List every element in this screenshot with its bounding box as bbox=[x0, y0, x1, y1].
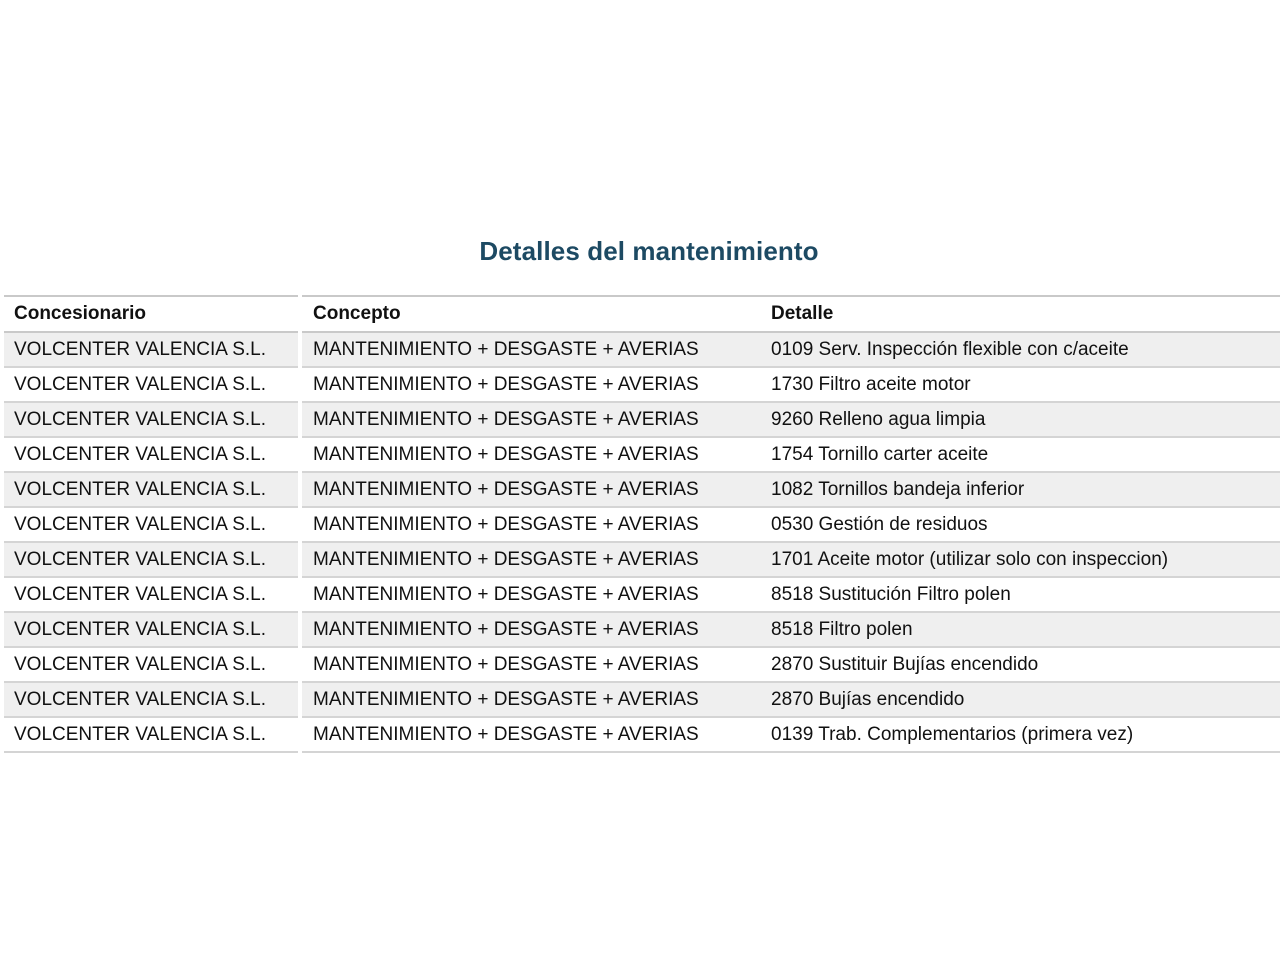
cell-concepto: MANTENIMIENTO + DESGASTE + AVERIAS bbox=[300, 577, 761, 612]
cell-detalle: 8518 Filtro polen bbox=[761, 612, 1280, 647]
cell-concepto: MANTENIMIENTO + DESGASTE + AVERIAS bbox=[300, 507, 761, 542]
table-row bbox=[4, 577, 1280, 612]
table-row bbox=[4, 332, 1280, 367]
cell-detalle: 2870 Bujías encendido bbox=[761, 682, 1280, 717]
cell-concepto: MANTENIMIENTO + DESGASTE + AVERIAS bbox=[300, 367, 761, 402]
cell-concesionario: VOLCENTER VALENCIA S.L. bbox=[4, 332, 300, 367]
table-row bbox=[4, 612, 1280, 647]
cell-concepto: MANTENIMIENTO + DESGASTE + AVERIAS bbox=[300, 647, 761, 682]
cell-concesionario: VOLCENTER VALENCIA S.L. bbox=[4, 717, 300, 752]
column-header-concepto: Concepto bbox=[313, 303, 401, 324]
cell-concesionario: VOLCENTER VALENCIA S.L. bbox=[4, 682, 300, 717]
page-title: Detalles del mantenimiento bbox=[479, 236, 819, 266]
cell-concepto: MANTENIMIENTO + DESGASTE + AVERIAS bbox=[300, 542, 761, 577]
table-row bbox=[4, 542, 1280, 577]
cell-concepto: MANTENIMIENTO + DESGASTE + AVERIAS bbox=[300, 717, 761, 752]
maintenance-table bbox=[4, 295, 1280, 753]
cell-detalle: 1754 Tornillo carter aceite bbox=[761, 437, 1280, 472]
cell-detalle: 0139 Trab. Complementarios (primera vez) bbox=[761, 717, 1280, 752]
table-row bbox=[4, 472, 1280, 507]
table-row bbox=[4, 437, 1280, 472]
table-row bbox=[4, 367, 1280, 402]
cell-detalle: 1730 Filtro aceite motor bbox=[761, 367, 1280, 402]
cell-concepto: MANTENIMIENTO + DESGASTE + AVERIAS bbox=[300, 402, 761, 437]
cell-concepto: MANTENIMIENTO + DESGASTE + AVERIAS bbox=[300, 682, 761, 717]
cell-concesionario: VOLCENTER VALENCIA S.L. bbox=[4, 647, 300, 682]
cell-detalle: 0530 Gestión de residuos bbox=[761, 507, 1280, 542]
table-row bbox=[4, 402, 1280, 437]
cell-concesionario: VOLCENTER VALENCIA S.L. bbox=[4, 542, 300, 577]
cell-concesionario: VOLCENTER VALENCIA S.L. bbox=[4, 612, 300, 647]
cell-detalle: 1082 Tornillos bandeja inferior bbox=[761, 472, 1280, 507]
cell-concepto: MANTENIMIENTO + DESGASTE + AVERIAS bbox=[300, 332, 761, 367]
table-row bbox=[4, 717, 1280, 752]
cell-detalle: 8518 Sustitución Filtro polen bbox=[761, 577, 1280, 612]
cell-concesionario: VOLCENTER VALENCIA S.L. bbox=[4, 367, 300, 402]
cell-concesionario: VOLCENTER VALENCIA S.L. bbox=[4, 472, 300, 507]
cell-concesionario: VOLCENTER VALENCIA S.L. bbox=[4, 507, 300, 542]
cell-detalle: 9260 Relleno agua limpia bbox=[761, 402, 1280, 437]
column-header-detalle: Detalle bbox=[771, 303, 834, 324]
cell-concesionario: VOLCENTER VALENCIA S.L. bbox=[4, 402, 300, 437]
table-row bbox=[4, 647, 1280, 682]
cell-concesionario: VOLCENTER VALENCIA S.L. bbox=[4, 577, 300, 612]
cell-detalle: 2870 Sustituir Bujías encendido bbox=[761, 647, 1280, 682]
column-header-concesionario: Concesionario bbox=[4, 296, 300, 332]
cell-concepto: MANTENIMIENTO + DESGASTE + AVERIAS bbox=[300, 437, 761, 472]
cell-concepto: MANTENIMIENTO + DESGASTE + AVERIAS bbox=[300, 472, 761, 507]
cell-detalle: 1701 Aceite motor (utilizar solo con inspeccion) bbox=[761, 542, 1280, 577]
table-row bbox=[4, 507, 1280, 542]
cell-concesionario: VOLCENTER VALENCIA S.L. bbox=[4, 437, 300, 472]
table-row bbox=[4, 682, 1280, 717]
cell-concepto: MANTENIMIENTO + DESGASTE + AVERIAS bbox=[300, 612, 761, 647]
table-header bbox=[4, 296, 1280, 332]
cell-detalle: 0109 Serv. Inspección flexible con c/aceite bbox=[761, 332, 1280, 367]
header-row bbox=[4, 296, 1280, 332]
table-body bbox=[4, 332, 1280, 752]
